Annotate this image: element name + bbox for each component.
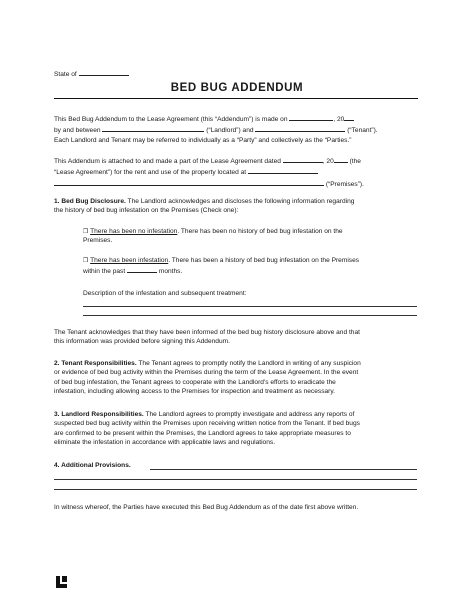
checkbox-icon[interactable]: ❒	[83, 257, 89, 264]
option-1-underlined: There has been no infestation	[90, 228, 178, 235]
attached-paragraph	[54, 155, 418, 189]
section-3-l2: suspected bed bug activity within the Premises upon receiving written notice from the Tenant. If bed bugs	[54, 420, 360, 428]
option-2-text2a: within the past	[83, 268, 126, 276]
document-title: BED BUG ADDENDUM	[170, 82, 304, 94]
intro-year-prefix: , 20	[333, 116, 345, 123]
intro-line2a: by and between	[54, 127, 101, 135]
attached-year-prefix: , 20	[322, 158, 334, 165]
option-2-text: . There has been a history of bed bug infestation on the Premises	[168, 257, 360, 264]
lease-year-blank[interactable]	[334, 155, 348, 163]
section-2-heading: 2. Tenant Responsibilities.	[54, 360, 137, 367]
section-1-text1: The Landlord acknowledges and discloses the following information regarding	[125, 198, 355, 205]
attached-line3: (“Premises”).	[325, 180, 364, 188]
section-3-heading: 3. Landlord Responsibilities.	[54, 411, 144, 418]
intro-line2b: (“Landlord”) and	[206, 127, 254, 135]
description-line-2[interactable]	[83, 315, 417, 316]
section-1-heading: 1. Bed Bug Disclosure.	[54, 198, 126, 205]
lease-date-blank[interactable]	[283, 155, 323, 163]
option-2-text2b: months.	[158, 268, 183, 276]
ack-line2: this information was provided before signing this Addendum.	[54, 338, 230, 346]
intro-line1: This Bed Bug Addendum to the Lease Agreement (this “Addendum”) is made on	[54, 116, 288, 123]
intro-paragraph	[54, 113, 418, 145]
section-4-heading: 4. Additional Provisions.	[54, 462, 131, 469]
tenant-blank[interactable]	[255, 124, 345, 132]
intro-line2c: (“Tenant”).	[347, 127, 378, 135]
year-blank[interactable]	[344, 113, 354, 121]
section-2-l1: The Tenant agrees to promptly notify the Landlord in writing of any suspicion	[136, 360, 361, 367]
description-label: Description of the infestation and subsequent treatment:	[83, 290, 247, 297]
option-2-underlined: There has been infestation	[90, 257, 169, 264]
landlord-blank[interactable]	[102, 124, 204, 132]
brand-logo-icon	[56, 576, 67, 588]
attached-line2: “Lease Agreement”) for the rent and use of the property located at	[54, 169, 247, 177]
witness-line: In witness whereof, the Parties have executed this Bed Bug Addendum as of the date first above written.	[54, 504, 359, 511]
section-2-l2: or evidence of bed bug activity within the Premises during the term of the Lease Agreement. In the event	[54, 369, 359, 377]
date-blank[interactable]	[289, 113, 333, 121]
property-blank-1[interactable]	[248, 166, 318, 174]
property-blank-2[interactable]	[54, 178, 324, 186]
provisions-line-3[interactable]	[54, 489, 417, 490]
section-3-l3: are confirmed to be present within the Premises, the Landlord agrees to take appropriate measures to	[54, 429, 351, 437]
option-1-text2: Premises.	[83, 237, 113, 245]
checkbox-icon[interactable]: ❒	[83, 228, 89, 235]
option-1-text: . There has been no history of bed bug infestation on the	[177, 228, 343, 235]
option-infestation[interactable]	[83, 256, 423, 277]
state-line	[54, 68, 129, 78]
state-blank[interactable]	[79, 68, 129, 76]
section-2	[54, 359, 418, 396]
state-label: State of	[54, 71, 77, 78]
intro-line3: Each Landlord and Tenant may be referred to individually as a “Party” and collectively as the “Parties.”	[54, 136, 352, 144]
section-3-l4: eliminate the infestation in accordance with applicable laws and regulations.	[54, 438, 276, 446]
section-1	[54, 197, 418, 216]
acknowledgement-paragraph	[54, 328, 418, 347]
ack-line1: The Tenant acknowledges that they have been informed of the bed bug history disclosure above and that	[54, 329, 360, 336]
provisions-line-2[interactable]	[54, 479, 417, 480]
section-2-l4: infestation, including allowing access to the Premises for inspection and treatment as necessary.	[54, 387, 335, 395]
attached-line1c: (the	[349, 158, 361, 165]
section-3	[54, 410, 418, 447]
attached-line1: This Addendum is attached to and made a part of the Lease Agreement dated	[54, 158, 281, 165]
section-2-l3: of bed bug infestation, the Tenant agrees to cooperate with the Landlord's efforts to eradicate the	[54, 378, 336, 386]
section-3-l1: The Landlord agrees to promptly investigate and address any reports of	[143, 411, 355, 418]
description-line-1[interactable]	[83, 306, 417, 307]
provisions-line-1[interactable]	[150, 469, 417, 470]
title-rule	[54, 98, 418, 99]
months-blank[interactable]	[127, 265, 157, 273]
section-1-text2: the history of bed bug infestation on the Premises (Check one):	[54, 207, 239, 215]
option-no-infestation[interactable]	[83, 227, 423, 246]
